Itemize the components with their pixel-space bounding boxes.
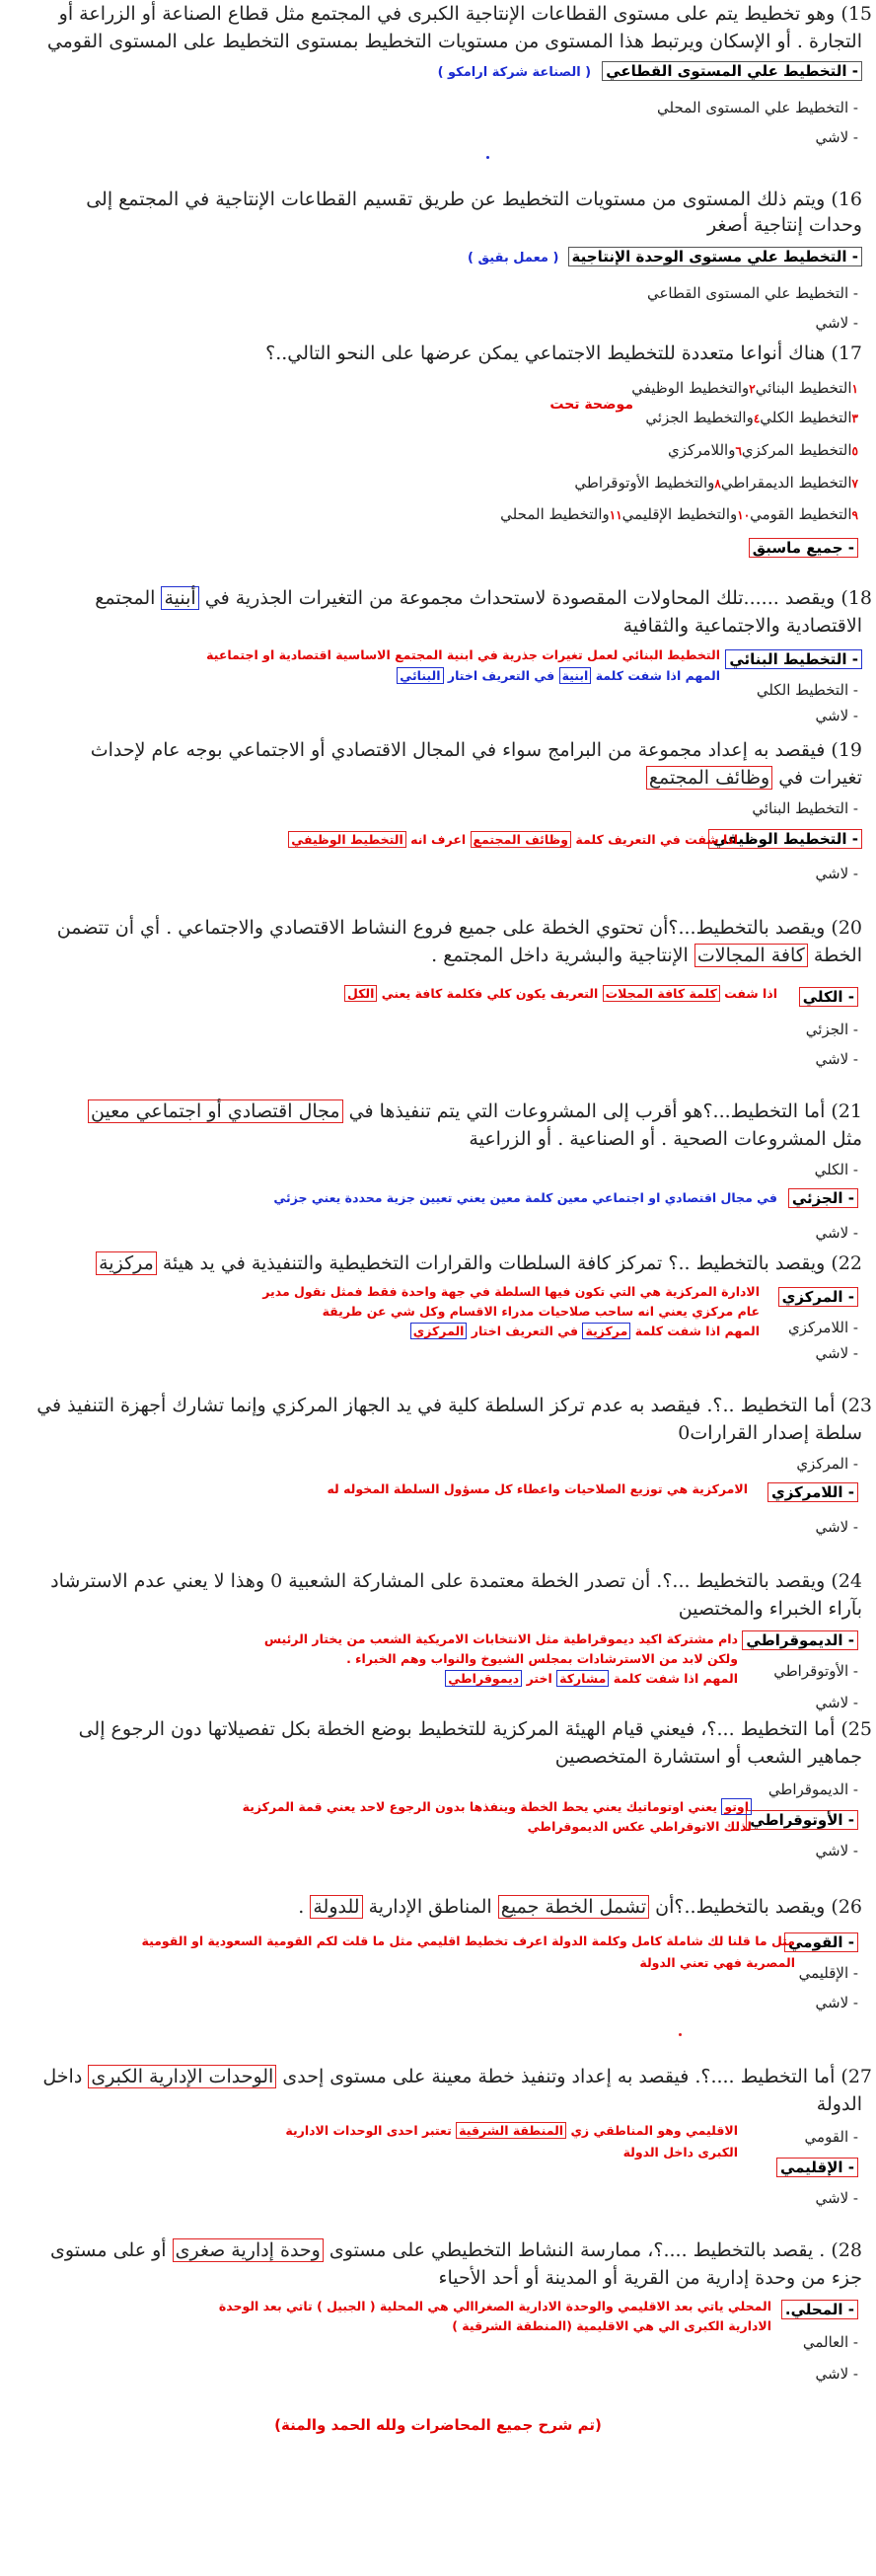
q19-option-0: - التخطيط البنائي	[752, 799, 858, 817]
q28-answer: - المحلي.	[781, 2300, 858, 2319]
q20-note-box2: الكل	[344, 985, 377, 1002]
q21-answer-row	[788, 1188, 858, 1208]
q18-note-2	[397, 667, 720, 685]
q25-line2: جماهير الشعب أو استشارة المتخصصين	[554, 1746, 862, 1768]
q25-note-1	[243, 1798, 752, 1816]
q26-answer: - القومي	[784, 1932, 858, 1952]
stray-dot	[679, 2033, 682, 2036]
q19-note-a: اذا شفت في التعريف كلمة	[575, 832, 738, 847]
q17-item-4-text2: والتخطيط الأوتوقراطي	[574, 474, 715, 492]
q26-line1-box1: تشمل الخطة جميع	[498, 1895, 649, 1919]
q22-line1	[96, 1250, 862, 1277]
q18-note-2-a: المهم اذا شفت كلمة	[595, 668, 720, 683]
q20-line2-b: الإنتاجية والبشرية داخل المجتمع .	[431, 945, 689, 966]
q17-item-5-num: ٩	[851, 508, 858, 522]
q16-option-2: - لاشي	[815, 314, 858, 332]
q26-line1-box2: للدولة	[310, 1895, 362, 1919]
q27-line1-box: الوحدات الإدارية الكبرى	[88, 2065, 276, 2088]
q26-option-1: - الإقليمي	[798, 1964, 858, 1982]
q28-line1-b: أو على مستوى	[50, 2239, 167, 2261]
q21-line1	[88, 1098, 862, 1125]
q15-answer-row	[438, 61, 862, 81]
q18-note-2-box2: البنائي	[397, 667, 443, 684]
q19-note-box2: التخطيط الوظيفي	[288, 831, 405, 848]
q26-answer-row	[784, 1932, 858, 1952]
q18-note-1: التخطيط البنائي لعمل تغيرات جذرية في ابنية المجتمع الاساسية اقتصادية او اجتماعية	[206, 647, 720, 662]
q28-option-1: - العالمي	[802, 2333, 858, 2351]
q25-note-1-box: اوتو	[721, 1798, 752, 1815]
q16-option-1: - التخطيط علي المستوى القطاعي	[646, 284, 858, 302]
q25-option-2: - لاشي	[815, 1842, 858, 1859]
q17-item-1	[631, 377, 858, 400]
q26-note-1: مثل ما قلنا لك شاملة كامل وكلمة الدولة اعرف تخطيط اقليمي مثل ما قلت لكم القومية السعودية او القومية	[141, 1933, 795, 1948]
q21-answer: - الجزئي	[788, 1188, 858, 1208]
q24-note-2: ولكن لابد من الاسترشادات بمجلس الشيوخ والنواب وهم الخبراء .	[346, 1651, 738, 1666]
q21-option-2: - لاشي	[815, 1224, 858, 1242]
q16-answer-row	[468, 247, 862, 266]
q17-item-4	[574, 472, 858, 494]
q23-answer-row	[767, 1482, 858, 1502]
q22-answer: - المركزي	[778, 1287, 858, 1307]
q26-line1	[298, 1893, 862, 1921]
q21-option-0: - الكلي	[814, 1161, 858, 1178]
q24-option-1: - الأوتوقراطي	[773, 1662, 858, 1680]
q17-item-1-text2: والتخطيط الوظيفي	[631, 379, 750, 397]
q17-item-2	[645, 407, 858, 429]
q17-item-3	[668, 439, 858, 462]
q24-line2: بآراء الخبراء والمختصين	[678, 1598, 862, 1620]
q23-line1: 23) أما التخطيط ..؟. فيقصد به عدم تركز السلطة كلية في يد الجهاز المركزي وإنما تشارك أجهزة التنفيذ في	[36, 1395, 872, 1416]
q20-note-box1: كلمة كافة المجلات	[603, 985, 720, 1002]
q22-note-3-box1: مركزية	[582, 1323, 630, 1339]
q28-option-2: - لاشي	[815, 2365, 858, 2383]
q17-item-3-text: التخطيط المركزي	[741, 441, 852, 459]
q26-note-2: المصرية فهي تعني الدولة	[639, 1955, 795, 1970]
q24-answer-row	[742, 1630, 858, 1650]
q17-item-2-text: التخطيط الكلي	[760, 409, 852, 426]
q23-option-2: - لاشي	[815, 1518, 858, 1536]
q19-note-b: اعرف انه	[410, 832, 467, 847]
q20-answer-row	[799, 987, 858, 1007]
q22-line1-a: 22) ويقصد بالتخطيط ..؟ تمركز كافة السلطات والقرارات التخطيطية والتنفيذية في يد هيئة	[162, 1252, 862, 1274]
q22-option-2: - لاشي	[815, 1344, 858, 1362]
q23-option-0: - المركزي	[796, 1455, 858, 1473]
q17-item-3-num2: ٦	[735, 444, 742, 458]
q17-answer: - جميع ماسبق	[749, 538, 858, 558]
q20-option-1: - الجزئي	[805, 1021, 858, 1038]
q17-item-1-text: التخطيط البنائي	[755, 379, 852, 397]
q17-item-2-num: ٣	[851, 412, 858, 425]
q25-option-0: - الديموقراطي	[767, 1780, 858, 1798]
q27-note-2: الكبرى داخل الدولة	[622, 2145, 738, 2159]
q17-item-5-text3: والتخطيط المحلي	[500, 505, 610, 523]
q15-hint: ( الصناعة شركة ارامكو )	[437, 65, 592, 80]
q22-option-1: - اللامركزي	[788, 1319, 858, 1336]
q19-line2	[646, 764, 862, 792]
q18-note-2-box1: ابنية	[559, 667, 592, 684]
q24-answer: - الديموقراطي	[742, 1630, 858, 1650]
q20-note-b: التعريف يكون كلي فكلمة كافة يعني	[381, 986, 599, 1001]
q20-note-a: اذا شفت	[724, 986, 777, 1001]
q25-answer-row	[746, 1810, 858, 1830]
q28-line1-box: وحدة إدارية صغرى	[173, 2238, 324, 2262]
q17-item-4-num2: ٨	[714, 477, 721, 491]
q28-line1-a: 28) . يقصد بالتخطيط ....؟، ممارسة النشاط التخطيطي على مستوى	[328, 2239, 862, 2261]
q17-item-1-num2: ٢	[749, 382, 756, 396]
q21-note: في مجال اقتصادي او اجتماعي معين كلمة معين يعني تعيين جزية محددة يعني جزئي	[273, 1190, 777, 1205]
q20-note	[344, 985, 777, 1003]
q22-line1-box: مركزية	[96, 1251, 157, 1275]
q24-line1: 24) ويقصد بالتخطيط ...؟. أن تصدر الخطة معتمدة على المشاركة الشعبية 0 وهذا لا يعني عدم الاسترشاد	[50, 1570, 862, 1592]
q28-note-2: الادارية الكبرى الي هي الاقليمية (المنطقة الشرقية )	[452, 2318, 771, 2333]
q18-option-2: - لاشي	[815, 707, 858, 724]
q28-line1	[50, 2236, 862, 2264]
q27-answer: - الإقليمي	[776, 2158, 858, 2177]
q24-note-3-box1: مشاركة	[556, 1670, 609, 1687]
q25-note-1-text: يعني اوتوماتيك يعني يحط الخطة وينفذها بدون الرجوع لاحد يعني قمة المركزية	[242, 1799, 718, 1814]
q17-item-5	[500, 503, 858, 526]
q20-answer: - الكلي	[799, 987, 858, 1007]
q27-note-1	[285, 2122, 738, 2140]
q25-line1: 25) أما التخطيط ...؟، فيعني قيام الهيئة المركزية للتخطيط بوضع الخطة بكل تفصيلاتها دون الرجوع إلى	[78, 1718, 872, 1740]
q17-item-5-text2: والتخطيط الإقليمي	[621, 505, 738, 523]
q16-line1: 16) ويتم ذلك المستوى من مستويات التخطيط عن طريق تقسيم القطاعات الإنتاجية في المجتمع إلى	[86, 189, 862, 210]
q15-option-1: - التخطيط علي المستوى المحلي	[657, 99, 858, 116]
q24-note-1: دام مشتركة اكيد ديموقراطية مثل الانتخابات الامريكية الشعب من يختار الرئيس	[263, 1631, 738, 1646]
q17-item-2-text2: والتخطيط الجزئي	[645, 409, 754, 426]
q17-line1: 17) هناك أنواعا متعددة للتخطيط الاجتماعي يمكن عرضها على النحو التالي..؟	[265, 342, 862, 364]
q17-item-5-num3: ١١	[609, 508, 622, 522]
q26-line1-a: 26) ويقصد بالتخطيط..؟أن	[655, 1896, 862, 1918]
q22-note-3-b: في التعريف اختار	[471, 1324, 579, 1338]
q22-answer-row	[778, 1287, 858, 1307]
q19-line2-box: وظائف المجتمع	[646, 766, 772, 790]
q27-note-1-a: الاقليمي وهو المناطقي زي	[570, 2123, 738, 2138]
q15-line2: التجارة . أو الإسكان ويرتبط هذا المستوى من مستويات التخطيط بمستوى التخطيط على المستوى القومي	[46, 31, 862, 52]
q24-note-3-b: اختر	[526, 1671, 552, 1686]
q22-note-3-a: المهم اذا شفت كلمة	[634, 1324, 760, 1338]
q27-option-0: - القومي	[804, 2128, 858, 2146]
q17-item-1-num: ١	[851, 382, 858, 396]
q15-answer: - التخطيط علي المستوى القطاعي	[602, 61, 862, 81]
q17-item-3-text2: واللامركزي	[668, 441, 736, 459]
q27-line1	[42, 2063, 872, 2090]
q23-line2: سلطة إصدار القرارات0	[678, 1422, 862, 1444]
q20-line1: 20) ويقصد بالتخطيط...؟أن تحتوي الخطة على جميع فروع النشاط الاقتصادي والاجتماعي . أي أن تتضمن	[56, 917, 862, 939]
q17-item-4-text: التخطيط الديمقراطي	[720, 474, 852, 492]
q22-note-1: الادارة المركزية هي التي تكون فيها السلطة في جهة واحدة فقط فمثل نقول مدير	[262, 1284, 760, 1299]
q27-option-2: - لاشي	[815, 2189, 858, 2207]
q17-item-5-num2: ١٠	[737, 508, 751, 522]
q27-answer-row	[776, 2158, 858, 2177]
q17-item-2-num2: ٤	[753, 412, 761, 425]
q17-item-4-num: ٧	[851, 477, 858, 491]
q23-answer: - اللامركزي	[767, 1482, 858, 1502]
q21-line1-box: مجال اقتصادي أو اجتماعي معين	[88, 1099, 343, 1123]
q25-answer: - الأوتوقراطي	[746, 1810, 858, 1830]
q28-note-1: المحلي ياتي بعد الاقليمي والوحدة الادارية الصغراالي هي المحلية ( الجبيل ) تاتي بعد الوحدة	[218, 2299, 771, 2313]
q22-note-2: عام مركزي يعني انه ساحب صلاحيات مدراء الاقسام وكل شي عن طريقة	[322, 1304, 760, 1319]
q19-note	[288, 831, 738, 849]
q26-option-2: - لاشي	[815, 1994, 858, 2011]
q15-option-2: - لاشي	[815, 128, 858, 146]
q24-option-2: - لاشي	[815, 1694, 858, 1711]
q17-answer-row	[749, 538, 858, 558]
q22-note-3-box2: المركزي	[410, 1323, 468, 1339]
q18-answer-row	[725, 649, 862, 669]
q20-line2-a: الخطة	[813, 945, 862, 966]
q18-answer: - التخطيط البنائي	[725, 649, 862, 669]
q27-note-1-box: المنطقة الشرقية	[456, 2122, 566, 2139]
q18-line2: الاقتصادية والاجتماعية والثقافية	[622, 615, 862, 637]
q20-option-2: - لاشي	[815, 1050, 858, 1068]
q28-line2: جزء من وحدة إدارية من القرية أو المدينة أو أحد الأحياء	[438, 2267, 862, 2289]
q18-note-2-b: في التعريف اختار	[447, 668, 555, 683]
q19-note-box1: وظائف المجتمع	[471, 831, 572, 848]
q20-line2	[431, 942, 862, 969]
q18-line1-a: 18) ويقصد ......تلك المحاولات المقصودة لاستحداث مجموعة من التغيرات الجذرية في	[204, 587, 872, 609]
q26-line1-c: .	[298, 1896, 305, 1918]
q17-item-5-text: التخطيط القومي	[750, 505, 852, 523]
q17-item-3-num: ٥	[851, 444, 858, 458]
q27-line1-b: داخل	[42, 2066, 83, 2087]
q25-note-2: لذلك الاتوقراطي عكس الديموقراطي	[527, 1819, 752, 1834]
q19-line1: 19) فيقصد به إعداد مجموعة من البرامج سواء في المجال الاقتصادي أو الاجتماعي بوجه عام لإحداث	[90, 739, 862, 761]
q28-answer-row	[781, 2300, 858, 2319]
q18-line1-box: أبنية	[161, 586, 198, 610]
q24-note-3-a: المهم اذا شفت كلمة	[613, 1671, 738, 1686]
q18-line1	[95, 584, 872, 612]
q19-line2-a: تغيرات في	[778, 767, 862, 789]
q21-line2: مثل المشروعات الصحية . أو الصناعية . أو الزراعية	[469, 1128, 862, 1150]
q26-line1-b: المناطق الإدارية	[368, 1896, 492, 1918]
q19-answer: - التخطيط الوظيفي	[708, 829, 862, 849]
q15-line1: 15) وهو تخطيط يتم على مستوى القطاعات الإنتاجية الكبرى في المجتمع مثل قطاع الصناعة أو الزراعة أو	[58, 3, 872, 25]
q18-option-1: - التخطيط الكلي	[756, 681, 858, 699]
q19-option-2: - لاشي	[815, 865, 858, 882]
q17-note: موضحة تحت	[549, 397, 633, 413]
q18-line1-b: المجتمع	[95, 587, 156, 609]
q16-answer: - التخطيط علي مستوى الوحدة الإنتاجية	[568, 247, 862, 266]
q23-note: الامركزية هي توزيع الصلاحيات واعطاء كل مسؤول السلطة المخوله له	[327, 1481, 748, 1496]
closing-line: (تم شرح جميع المحاضرات ولله الحمد والمنة)	[274, 2416, 602, 2434]
q24-note-3	[445, 1670, 738, 1688]
q16-hint: ( معمل بقيق )	[468, 251, 559, 265]
q20-line2-box: كافة المجالات	[694, 944, 808, 967]
q21-line1-a: 21) أما التخطيط...؟هو أقرب إلى المشروعات التي يتم تنفيذها في	[348, 1100, 862, 1122]
q27-line2: الدولة	[816, 2093, 862, 2115]
q27-note-1-b: تعتبر احدى الوحدات الادارية	[285, 2123, 452, 2138]
q24-note-3-box2: ديموقراطي	[445, 1670, 522, 1687]
q22-note-3	[410, 1323, 760, 1340]
stray-dot	[486, 156, 489, 159]
q27-line1-a: 27) أما التخطيط ....؟. فيقصد به إعداد وتنفيذ خطة معينة على مستوى إحدى	[282, 2066, 872, 2087]
q16-line2: وحدات إنتاجية أصغر	[707, 214, 862, 236]
